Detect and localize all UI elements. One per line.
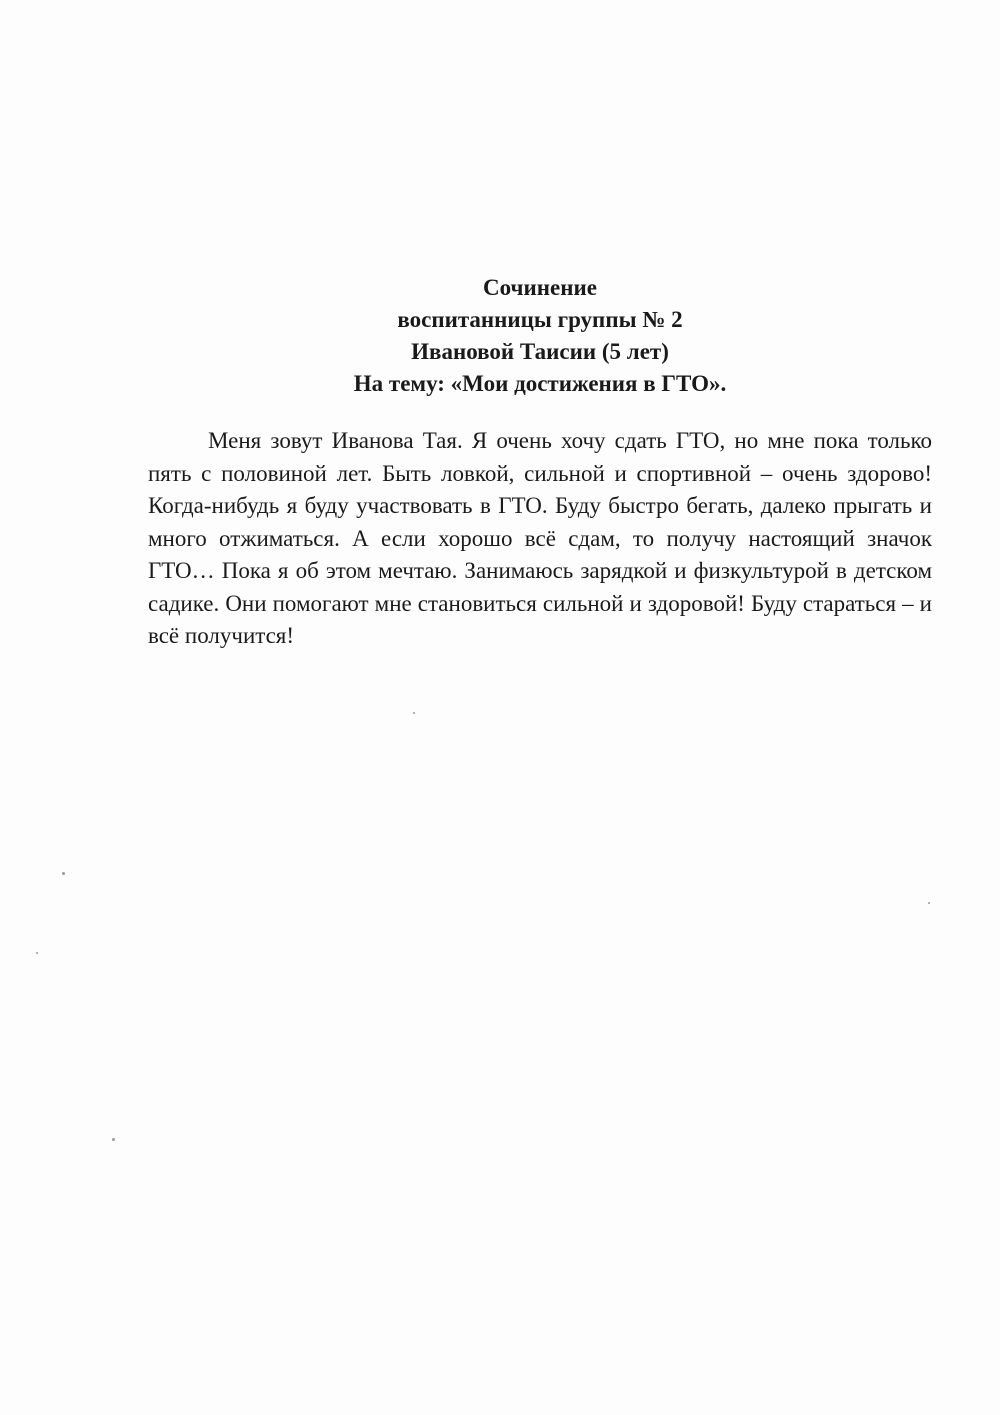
- title-line-group: воспитанницы группы № 2: [397, 307, 683, 332]
- scan-speck: [112, 1138, 115, 1141]
- scan-speck: [62, 872, 65, 875]
- scan-speck: [36, 952, 38, 954]
- title-line-essay: Сочинение: [483, 275, 597, 300]
- essay-body: Меня зовут Иванова Тая. Я очень хочу сдать ГТО, но мне пока только пять с половиной лет. Быть ловкой, сильной и спортивной – очень здорово! Когда-нибудь я буду участвовать в ГТО. Буду быстро бегать, далеко прыгать и много отжиматься. А если хорошо всё сдам, то получу настоящий значок ГТО… Пока я об этом мечтаю. Занимаюсь зарядкой и физкультурой в детском садике. Они помогают мне становиться сильной и здоровой! Буду стараться – и всё получится!: [148, 428, 932, 648]
- document-title: [140, 272, 940, 400]
- title-line-author: Ивановой Таисии (5 лет): [411, 339, 669, 364]
- scan-speck: [413, 712, 415, 714]
- title-line-topic: На тему: «Мои достижения в ГТО».: [353, 371, 727, 396]
- scan-speck: [928, 902, 930, 904]
